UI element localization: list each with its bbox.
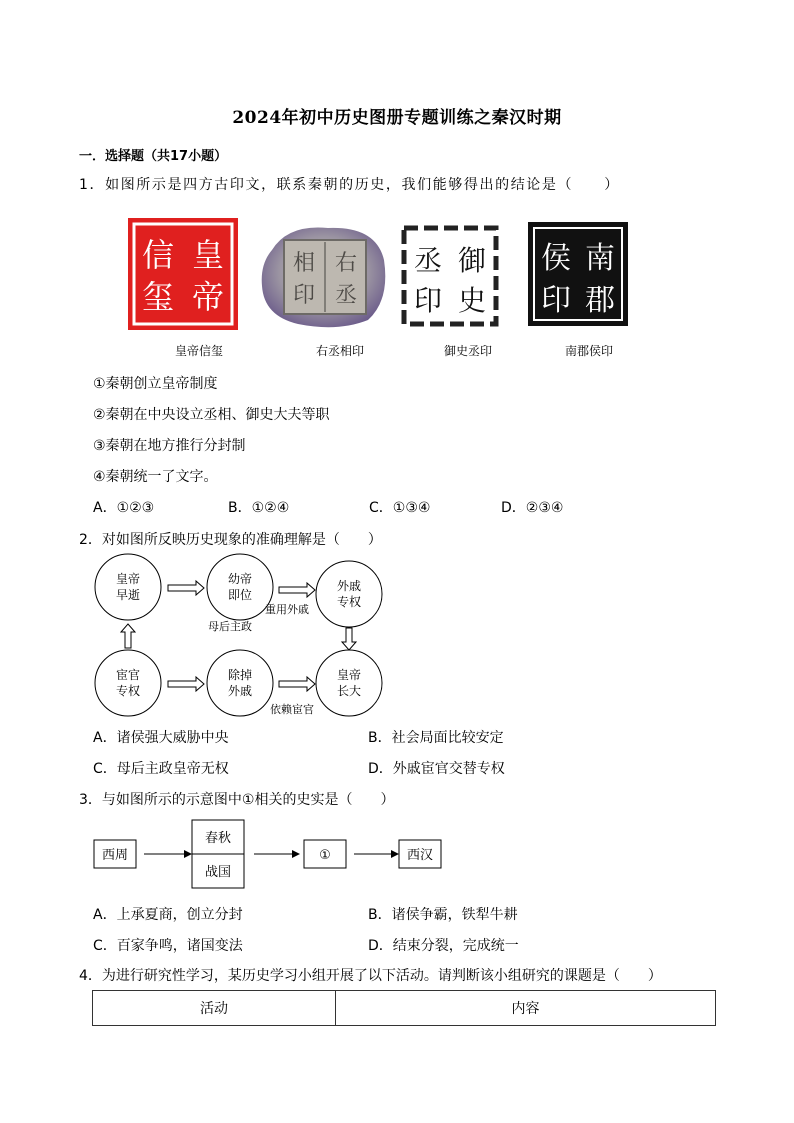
table-header-row xyxy=(93,991,716,1026)
seal-youcheng-char-2: 丞 xyxy=(334,283,358,308)
seal-nanjun-char-1: 南 xyxy=(585,241,615,276)
label-yilai: 依赖宦官 xyxy=(270,703,314,716)
arrow-2-icon xyxy=(292,850,300,858)
seal-yushi-image xyxy=(398,222,502,334)
q1-statement-4: ④秦朝统一了文字。 xyxy=(93,469,218,485)
q2-stem: 2．对如图所反映历史现象的准确理解是（ ） xyxy=(79,532,382,548)
box-label-xihan: 西汉 xyxy=(406,848,434,863)
seal-caption-4: 南郡侯印 xyxy=(565,344,614,358)
node-5-line-2: 外戚 xyxy=(227,684,253,698)
q2-option-a[interactable]: A．诸侯强大威胁中央 xyxy=(93,730,229,746)
node-2-line-1: 幼帝 xyxy=(227,572,253,586)
q1-option-b[interactable]: B．①②④ xyxy=(228,500,290,516)
seal-nanjun-image xyxy=(526,220,630,332)
q3-timeline-diagram xyxy=(90,818,450,894)
node-3-line-2: 专权 xyxy=(336,595,362,609)
node-emperor-grown xyxy=(316,650,382,716)
node-5-line-1: 除掉 xyxy=(227,668,253,682)
q1-statement-2: ②秦朝在中央设立丞相、御史大夫等职 xyxy=(93,407,330,423)
label-zhongyong: 重用外戚 xyxy=(265,603,309,616)
q1-option-a[interactable]: A．①②③ xyxy=(93,500,155,516)
node-emperor-early-death xyxy=(95,554,161,620)
seal-nanjun-char-4: 印 xyxy=(541,283,571,318)
arrow-3-icon xyxy=(391,850,399,858)
seal-youchengxiang-image xyxy=(258,220,390,336)
node-consort-power xyxy=(316,561,382,627)
q3-option-d[interactable]: D．结束分裂，完成统一 xyxy=(368,938,519,954)
q3-option-c[interactable]: C．百家争鸣，诸国变法 xyxy=(93,938,243,954)
box-label-xizhou: 西周 xyxy=(101,848,129,863)
seal-huangdi-char-2: 帝 xyxy=(191,278,225,316)
q2-option-d[interactable]: D．外戚宦官交替专权 xyxy=(368,761,505,777)
seal-huangdi-char-1: 皇 xyxy=(191,236,225,274)
table-header-content: 内容 xyxy=(336,991,716,1026)
seal-caption-1: 皇帝信玺 xyxy=(175,344,224,358)
seal-youcheng-char-4: 印 xyxy=(292,283,316,308)
seal-nanjun-char-2: 郡 xyxy=(585,283,615,318)
seal-huangdi-char-4: 玺 xyxy=(141,278,175,316)
seal-yushi-char-4: 印 xyxy=(413,284,443,317)
arrow-right-1-icon xyxy=(168,581,204,595)
seal-huangdi-char-3: 信 xyxy=(141,236,175,274)
box-label-one: ① xyxy=(319,848,331,863)
node-4-line-1: 宦官 xyxy=(115,668,141,682)
box-label-zhanguo: 战国 xyxy=(204,865,232,880)
arrow-up-icon xyxy=(121,624,135,648)
node-child-emperor xyxy=(207,554,273,620)
seal-nanjun-char-3: 侯 xyxy=(541,241,571,276)
seal-huangdi-image xyxy=(128,218,238,334)
seal-yushi-char-1: 御 xyxy=(457,244,487,277)
q1-option-c[interactable]: C．①③④ xyxy=(369,500,431,516)
node-remove-consort xyxy=(207,650,273,716)
box-label-chunqiu: 春秋 xyxy=(204,831,232,846)
q4-stem: 4．为进行研究性学习，某历史学习小组开展了以下活动。请判断该小组研究的课题是（ ） xyxy=(79,968,662,984)
arrow-right-2-icon xyxy=(279,583,315,597)
node-6-line-1: 皇帝 xyxy=(336,668,362,682)
arrow-1-icon xyxy=(184,850,192,858)
node-2-line-2: 即位 xyxy=(227,588,253,602)
node-4-line-2: 专权 xyxy=(115,684,141,698)
q2-option-c[interactable]: C．母后主政皇帝无权 xyxy=(93,761,229,777)
arrow-right-3-icon xyxy=(168,677,204,691)
seal-caption-3: 御史丞印 xyxy=(444,344,493,358)
section-heading: 一．选择题（共17小题） xyxy=(79,149,228,164)
q2-option-b[interactable]: B．社会局面比较安定 xyxy=(368,730,504,746)
node-3-line-1: 外戚 xyxy=(336,579,362,593)
page-title: 2024年初中历史图册专题训练之秦汉时期 xyxy=(232,108,562,128)
node-1-line-1: 皇帝 xyxy=(115,572,141,586)
q2-flow-diagram xyxy=(90,550,390,724)
node-6-line-2: 长大 xyxy=(336,684,362,698)
label-muhou: 母后主政 xyxy=(208,620,252,633)
q3-option-a[interactable]: A．上承夏商，创立分封 xyxy=(93,907,243,923)
arrow-right-4-icon xyxy=(279,677,315,691)
arrow-down-icon xyxy=(342,628,356,650)
table-header-activity: 活动 xyxy=(93,991,336,1026)
q1-statement-1: ①秦朝创立皇帝制度 xyxy=(93,376,218,392)
seal-youcheng-char-1: 右 xyxy=(334,251,358,276)
seal-caption-2: 右丞相印 xyxy=(316,344,365,358)
node-1-line-2: 早逝 xyxy=(115,588,141,602)
q1-statement-3: ③秦朝在地方推行分封制 xyxy=(93,438,246,454)
q3-option-b[interactable]: B．诸侯争霸，铁犁牛耕 xyxy=(368,907,518,923)
node-eunuch-power xyxy=(95,650,161,716)
q1-stem: 1．如图所示是四方古印文，联系秦朝的历史，我们能够得出的结论是（ ） xyxy=(79,177,620,193)
q4-table xyxy=(92,990,716,1026)
q3-stem: 3．与如图所示的示意图中①相关的史实是（ ） xyxy=(79,792,395,808)
seal-yushi-char-2: 史 xyxy=(457,284,487,317)
seal-youcheng-char-3: 相 xyxy=(292,251,316,276)
q1-option-d[interactable]: D．②③④ xyxy=(501,500,564,516)
seal-yushi-char-3: 丞 xyxy=(413,244,443,277)
